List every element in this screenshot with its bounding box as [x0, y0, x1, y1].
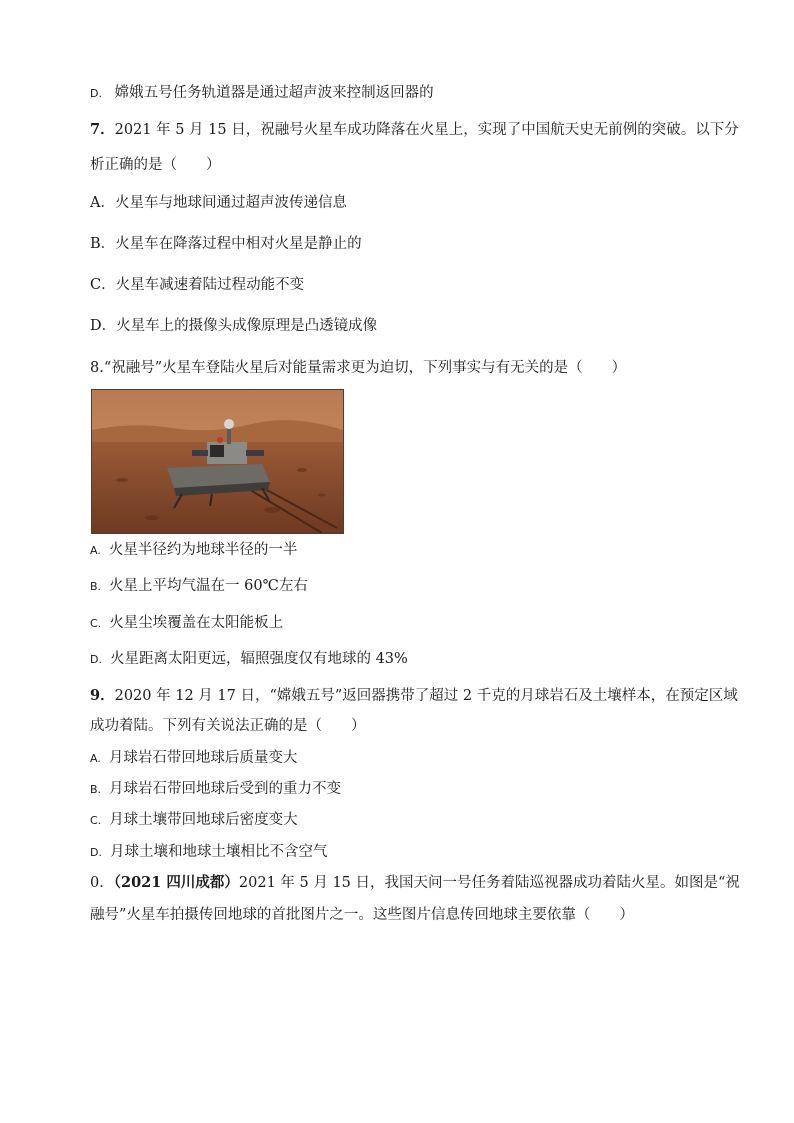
- q6-option-d-text: 嫦娥五号任务轨道器是通过超声波来控制返回器的: [114, 85, 434, 101]
- q9-option-a-text: 月球岩石带回地球后质量变大: [108, 750, 298, 766]
- q10-source: （2021 四川成都）: [113, 874, 239, 891]
- q9-option-a: [90, 749, 297, 768]
- q9-option-b-text: 月球岩石带回地球后受到的重力不变: [109, 781, 342, 797]
- q8-option-b-text: 火星上平均气温在一 60℃左右: [109, 578, 308, 594]
- q9-option-c-text: 月球土壤带回地球后密度变大: [109, 812, 298, 828]
- q9-option-b-letter: B.: [90, 783, 102, 796]
- q7-option-a-text: 火星车与地球间通过超声波传递信息: [114, 195, 347, 211]
- q7-option-d-letter: D．: [90, 318, 117, 334]
- q7-option-b-letter: B．: [90, 236, 116, 252]
- q8-option-b-letter: B.: [90, 580, 102, 593]
- q7-option-c-text: 火星车减速着陆过程动能不变: [115, 277, 305, 293]
- q8-option-c-text: 火星尘埃覆盖在太阳能板上: [109, 615, 284, 631]
- q8-option-d-letter: D.: [90, 653, 102, 666]
- q8-option-c: [90, 614, 283, 633]
- q6-option-d-letter: D.: [90, 87, 102, 100]
- q10-stem-line1: [90, 874, 740, 892]
- q9-number: 9．: [90, 687, 115, 704]
- q7-number: 7．: [90, 121, 115, 138]
- q9-option-b: [90, 780, 341, 799]
- q7-stem-text-1: 2021 年 5 月 15 日，祝融号火星车成功降落在火星上，实现了中国航天史无前例的突破。以下分: [114, 122, 739, 138]
- q9-option-a-letter: A.: [90, 752, 101, 765]
- q9-option-d-text: 月球土壤和地球土壤相比不含空气: [109, 844, 328, 860]
- q7-option-a: [90, 194, 347, 212]
- q8-option-d-text: 火星距离太阳更远，辐照强度仅有地球的 43%: [109, 651, 408, 667]
- q9-option-d-letter: D.: [90, 846, 102, 859]
- q6-option-d: [90, 84, 434, 103]
- q8-option-a-letter: A.: [90, 544, 101, 557]
- q8-option-c-letter: C.: [90, 617, 102, 630]
- q8-option-b: [90, 577, 308, 596]
- q9-stem-line2: 成功着陆。下列有关说法正确的是（ ）: [90, 718, 366, 734]
- q10-stem-line2: 融号”火星车拍摄传回地球的首批图片之一。这些图片信息传回地球主要依靠（ ）: [90, 907, 634, 923]
- q7-option-d: [90, 317, 377, 335]
- q7-option-c: [90, 276, 304, 294]
- q7-option-c-letter: C．: [90, 277, 116, 293]
- q9-stem-line1: [90, 687, 738, 705]
- mars-rover-photo: [91, 389, 344, 534]
- q9-option-c-letter: C.: [90, 814, 102, 827]
- q9-option-d: [90, 843, 327, 862]
- q10-stem-text-1: 2021 年 5 月 15 日，我国天问一号任务着陆巡视器成功着陆火星。如图是“祝: [238, 875, 740, 891]
- q8-option-a-text: 火星半径约为地球半径的一半: [108, 542, 298, 558]
- q9-stem-text-1: 2020 年 12 月 17 日，“嫦娥五号”返回器携带了超过 2 千克的月球岩石及土壤样本，在预定区域: [114, 688, 738, 704]
- q7-stem-line1: [90, 121, 739, 139]
- q7-stem-line2: 析正确的是（ ）: [90, 157, 221, 173]
- q7-option-a-letter: A．: [90, 195, 115, 211]
- q7-option-b-text: 火星车在降落过程中相对火星是静止的: [115, 236, 362, 252]
- q7-option-b: [90, 235, 362, 253]
- q8-option-a: [90, 541, 297, 560]
- q10-number: 0．: [90, 875, 114, 891]
- q7-option-d-text: 火星车上的摄像头成像原理是凸透镜成像: [116, 318, 378, 334]
- q8-option-d: [90, 650, 408, 669]
- q8-stem: 8.“祝融号”火星车登陆火星后对能量需求更为迫切，下列事实与有无关的是（ ）: [90, 360, 627, 376]
- q9-option-c: [90, 811, 298, 830]
